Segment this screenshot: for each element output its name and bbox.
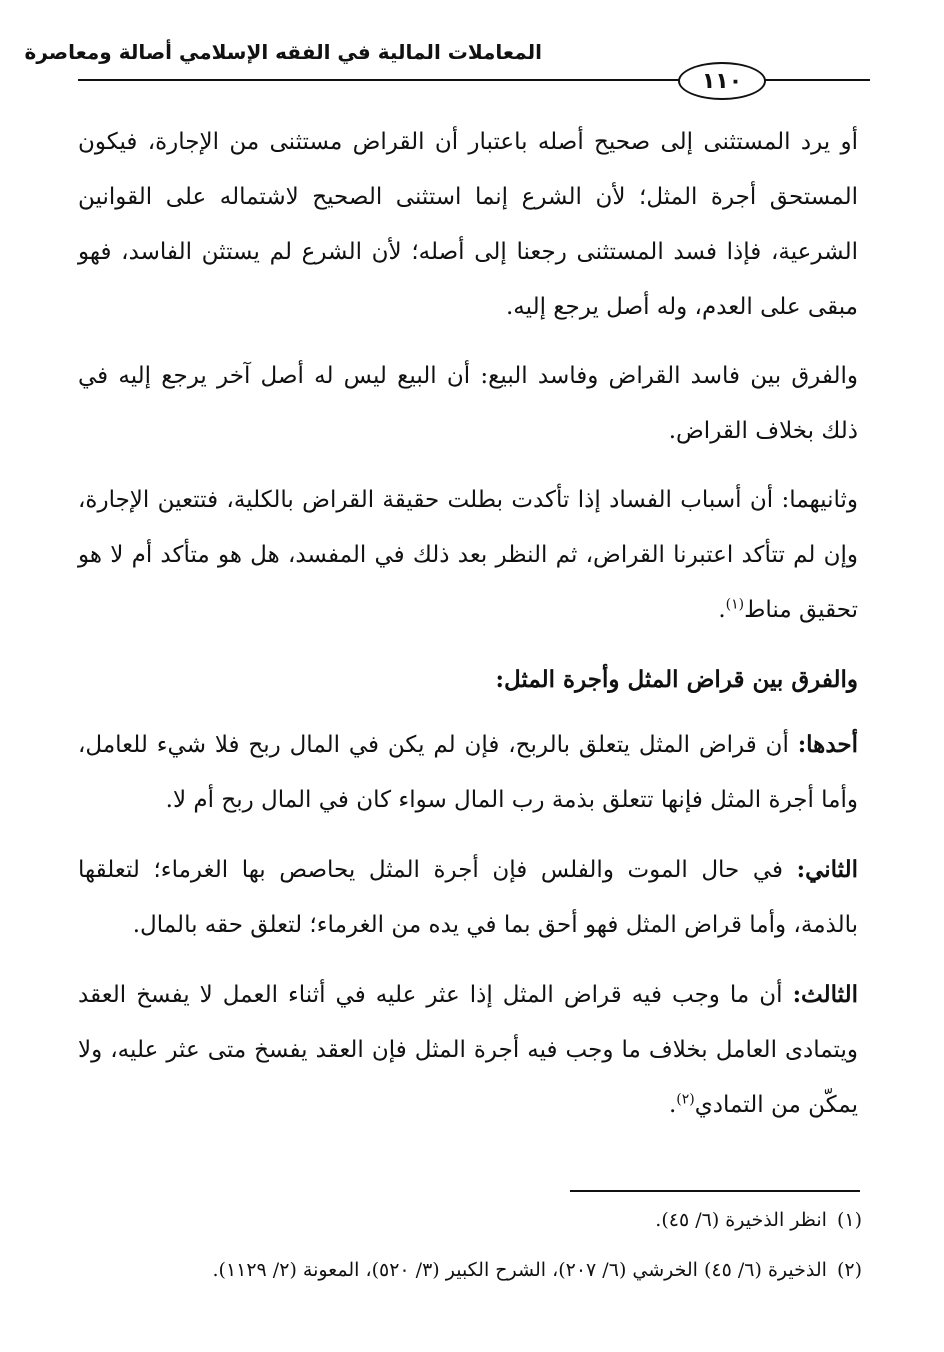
paragraph-3 (78, 473, 858, 638)
paragraph-first-difference (78, 717, 858, 828)
paragraph-3-end: . (718, 597, 726, 623)
footnote-2 (78, 1248, 862, 1292)
footnote-1-number: (١) (836, 1209, 862, 1231)
footnote-1 (78, 1198, 862, 1242)
main-text (78, 115, 858, 1147)
footnote-separator (570, 1190, 860, 1192)
first-difference-label: أحدها: (797, 731, 858, 758)
footnotes (78, 1198, 862, 1298)
running-header-title: المعاملات المالية في الفقه الإسلامي أصالة ومعاصرة (24, 40, 542, 64)
third-difference-label: الثالث: (792, 981, 858, 1008)
second-difference-label: الثاني: (796, 856, 858, 883)
paragraph-2: والفرق بين فاسد القراض وفاسد البيع: أن البيع ليس له أصل آخر يرجع إليه في ذلك بخلاف القراض. (78, 363, 858, 444)
first-difference-text: أن قراض المثل يتعلق بالربح، فإن لم يكن في المال ربح فلا شيء للعامل، وأما أجرة المثل فإنها تتعلق بذمة رب المال سواء كان في المال ربح أم لا. (78, 732, 858, 813)
footnote-ref-2[interactable]: (٢) (676, 1091, 695, 1108)
footnote-2-text: الذخيرة (٦/ ٤٥) الخرشي (٦/ ٢٠٧)، الشرح الكبير (٣/ ٥٢٠)، المعونة (٢/ ١١٢٩). (212, 1259, 827, 1281)
third-difference-end: . (668, 1092, 677, 1118)
paragraph-1: أو يرد المستثنى إلى صحيح أصله باعتبار أن القراض مستثنى من الإجارة، فيكون المستحق أجرة المثل؛ لأن الشرع إنما استثنى الصحيح لاشتماله على القوانين الشرعية، فإذا فسد المستثنى رجعنا إلى أصله؛ لأن الشرع لم يستثن الفاسد، فهو مبقى على العدم، وله أصل يرجع إليه. (78, 129, 858, 320)
paragraph-3-text: وثانيهما: أن أسباب الفساد إذا تأكدت بطلت حقيقة القراض بالكلية، فتتعين الإجارة، وإن لم تتأكد اعتبرنا القراض، ثم النظر بعد ذلك في المفسد، هل هو متأكد أم لا هو تحقيق مناط (78, 487, 858, 623)
second-difference-text: في حال الموت والفلس فإن أجرة المثل يحاصص بها الغرماء؛ لتعلقها بالذمة، وأما قراض المثل فهو أحق بما في يده من الغرماء؛ لتعلق حقه بالمال. (78, 857, 858, 938)
section-heading: والفرق بين قراض المثل وأجرة المثل: (495, 666, 858, 693)
footnote-ref-1[interactable]: (١) (725, 596, 745, 613)
paragraph-second-difference (78, 842, 858, 953)
footnote-2-number: (٢) (836, 1259, 862, 1281)
paragraph-third-difference (78, 967, 858, 1133)
third-difference-text: أن ما وجب فيه قراض المثل إذا عثر عليه في أثناء العمل لا يفسخ العقد ويتمادى العامل بخلاف ما وجب فيه أجرة المثل فإن العقد يفسخ متى عثر عليه، ولا يمكّن من التمادي (78, 982, 858, 1118)
footnote-1-text: انظر الذخيرة (٦/ ٤٥). (655, 1209, 827, 1231)
page-number: ١١٠ (678, 62, 766, 100)
